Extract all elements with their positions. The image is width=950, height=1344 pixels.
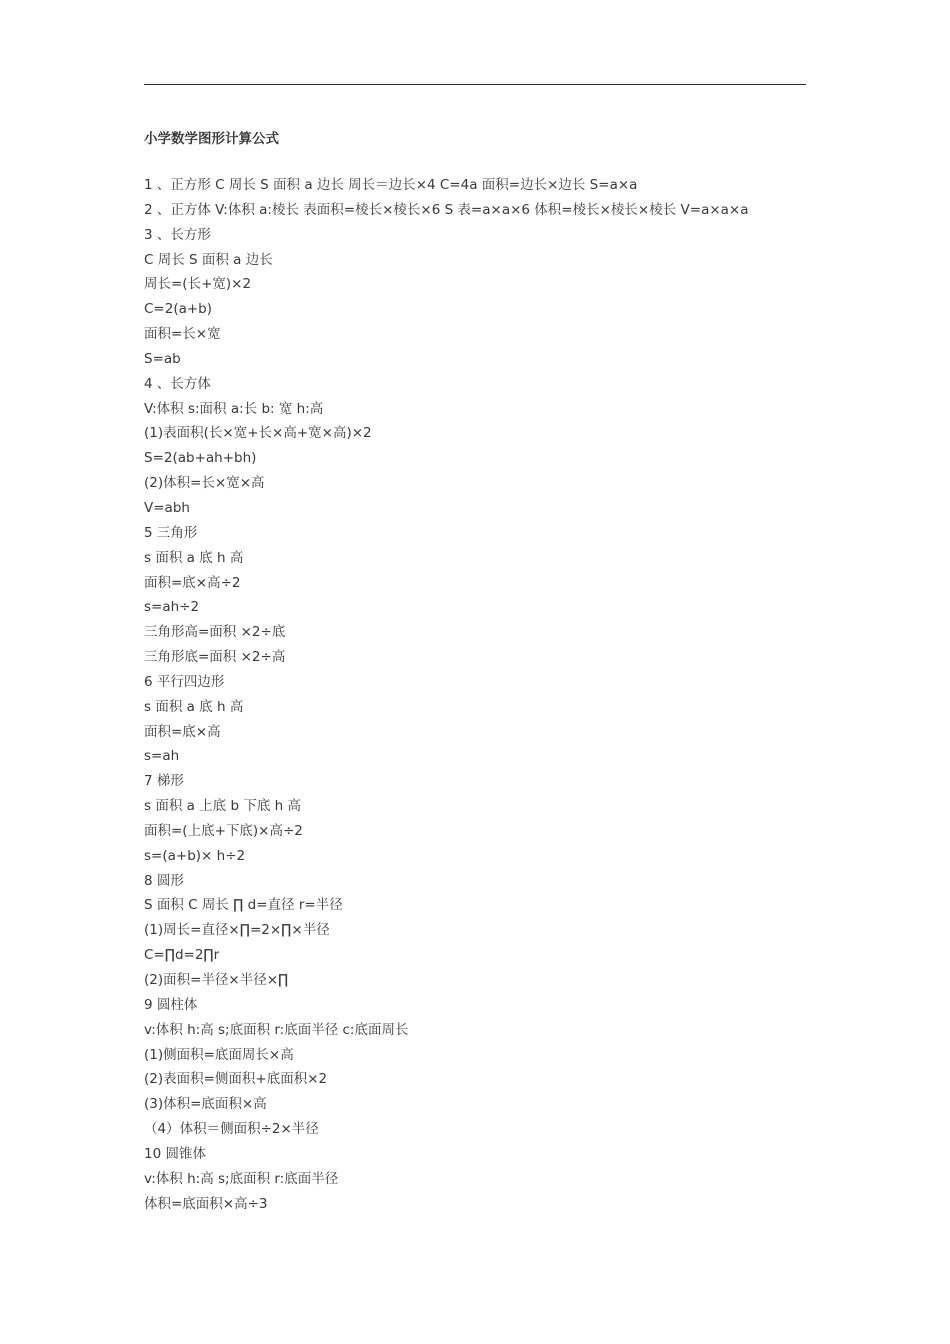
- formula-line: V=abh: [144, 499, 190, 516]
- formula-line: (2)表面积=侧面积+底面积×2: [144, 1071, 328, 1088]
- formula-line: s 面积 a 底 h 高: [144, 698, 244, 715]
- section-heading: 5 三角形: [144, 524, 198, 541]
- section-heading: 8 圆形: [144, 872, 184, 889]
- formula-line: (3)体积=底面积×高: [144, 1096, 267, 1113]
- formula-line: （4）体积＝侧面积÷2×半径: [144, 1121, 319, 1138]
- section-heading: 10 圆锥体: [144, 1145, 206, 1162]
- formula-line: C=2(a+b): [144, 301, 213, 318]
- formula-line: (2)体积=长×宽×高: [144, 475, 265, 492]
- formula-line: 2 、正方体 V:体积 a:棱长 表面积=棱长×棱长×6 S 表=a×a×6 体积=棱长×棱长×棱长 V=a×a×a: [144, 201, 749, 218]
- section-heading: 9 圆柱体: [144, 996, 198, 1013]
- formula-line: 周长=(长+宽)×2: [144, 276, 252, 293]
- formula-line: (1)周长=直径×∏=2×∏×半径: [144, 922, 330, 939]
- formula-line: (1)表面积(长×宽+长×高+宽×高)×2: [144, 425, 372, 442]
- header-rule: [144, 84, 806, 85]
- formula-line: V:体积 s:面积 a:长 b: 宽 h:高: [144, 400, 324, 417]
- formula-line: 面积=底×高: [144, 723, 221, 740]
- formula-line: s=ah÷2: [144, 599, 200, 616]
- formula-line: 三角形高=面积 ×2÷底: [144, 624, 286, 641]
- formula-line: 体积=底面积×高÷3: [144, 1195, 268, 1212]
- formula-line: 1 、正方形 C 周长 S 面积 a 边长 周长＝边长×4 C=4a 面积=边长×边长 S=a×a: [144, 177, 638, 193]
- formula-line: s=ah: [144, 748, 180, 765]
- formula-line: 面积=(上底+下底)×高÷2: [144, 822, 303, 839]
- formula-line: 三角形底=面积 ×2÷高: [144, 649, 286, 666]
- document-title: 小学数学图形计算公式: [144, 131, 279, 147]
- section-heading: 3 、长方形: [144, 226, 211, 243]
- formula-line: s=(a+b)× h÷2: [144, 847, 246, 864]
- formula-line: C=∏d=2∏r: [144, 947, 220, 964]
- formula-line: S=2(ab+ah+bh): [144, 450, 257, 467]
- formula-line: (1)侧面积=底面周长×高: [144, 1046, 294, 1063]
- formula-line: s 面积 a 底 h 高: [144, 549, 244, 566]
- formula-line: s 面积 a 上底 b 下底 h 高: [144, 798, 301, 815]
- formula-list: [144, 173, 844, 1216]
- formula-line: 面积=长×宽: [144, 326, 221, 343]
- formula-line: C 周长 S 面积 a 边长: [144, 251, 273, 268]
- formula-line: 面积=底×高÷2: [144, 574, 241, 591]
- section-heading: 4 、长方体: [144, 375, 211, 392]
- formula-line: S=ab: [144, 350, 181, 367]
- formula-line: (2)面积=半径×半径×∏: [144, 972, 289, 988]
- formula-line: v:体积 h:高 s;底面积 r:底面半径: [144, 1170, 339, 1187]
- formula-line: S 面积 C 周长 ∏ d=直径 r=半径: [144, 897, 343, 914]
- formula-line: v:体积 h:高 s;底面积 r:底面半径 c:底面周长: [144, 1021, 409, 1038]
- section-heading: 7 梯形: [144, 773, 184, 790]
- section-heading: 6 平行四边形: [144, 673, 225, 690]
